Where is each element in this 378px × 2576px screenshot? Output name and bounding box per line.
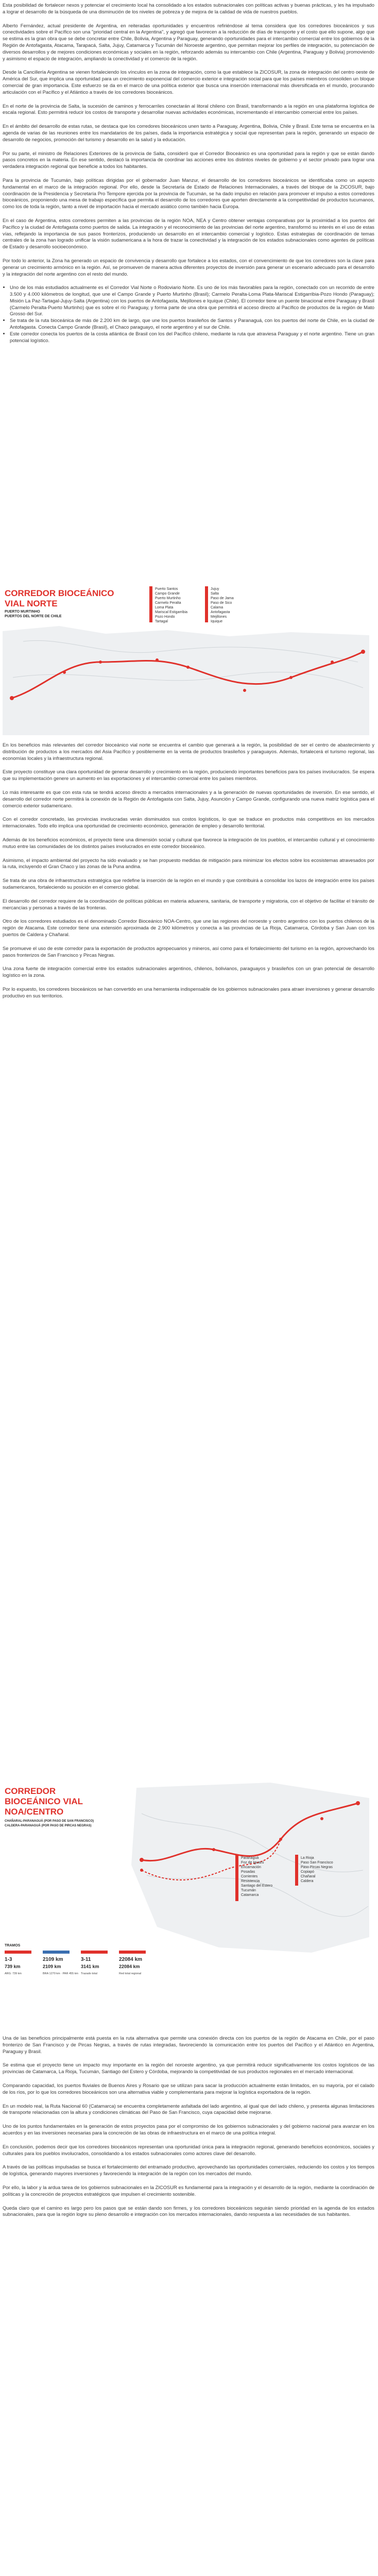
paragraph: Por ello, la labor y la ardua tarea de los gobiernos subnacionales en la ZICOSUR es fundamental para la integración y el desarrollo de la región, mediante la coordinación de políticas y la concreción de proyectos estratégicos que impulsen el crecimiento sostenible. <box>3 2184 374 2197</box>
legend-item: Caldera <box>301 1879 314 1883</box>
paragraph: En conclusión, podemos decir que los corredores bioceánicos representan una oportunidad única para la integración regional, generando beneficios económicos, sociales y culturales para los pueblos involucrados, consolidando a los estados subnacionales como actores clave del desarrollo. <box>3 2143 374 2156</box>
stat-km: 3141 km <box>81 1964 99 1969</box>
legend-item: La Rioja <box>301 1856 314 1860</box>
map-subtitle: CHAÑARAL-PARANAGUÁ (POR PASO DE SAN FRANCISCO) <box>5 1820 94 1823</box>
legend-item: Mariscal Estigarribia <box>155 611 188 614</box>
map-graphic <box>3 585 369 735</box>
legend-item: Paso Pircas Negras <box>301 1866 333 1869</box>
paragraph: Se trata de una obra de infraestructura estratégica que redefine la inserción de la región en el mundo y que contribuirá a consolidar los lazos de integración entre los países sudamericanos, fortaleciendo su posición en el comercio global. <box>3 877 374 890</box>
legend-item: Puerto Santos <box>155 587 178 591</box>
route-node <box>99 660 102 664</box>
stat-sub: Red total regional <box>119 1972 142 1975</box>
legend-item: Loma Plata <box>155 606 174 609</box>
paragraph: Se promueve el uso de este corredor para la exportación de productos agropecuarios y mineros, así como para el fortalecimiento del turismo en la región, aprovechando los pasos fronterizos de San Francisco y Pircas Negras. <box>3 945 374 958</box>
route-node <box>63 671 66 674</box>
legend-item: Posadas <box>241 1870 255 1874</box>
map-title-line3: NOA/CENTRO <box>5 1807 64 1817</box>
paragraph: Comparando capacidad, los puertos fluviales de Buenos Aires y Rosario que se utilizan para sacar la producción actualmente están limitados, en su mayoría, por el calado de los ríos, por lo que los corredores bioceánicos son una alternativa viable y complementaria para mejorar la logística exportadora de la región. <box>3 2082 374 2095</box>
legend-item: Santiago del Estero <box>241 1884 273 1888</box>
paragraph: Queda claro que el camino es largo pero los pasos que se están dando son firmes, y los corredores bioceánicos seguirán siendo prioridad en la agenda de los estados subnacionales, para que la región logre su pleno desarrollo e integración con los mercados internacionales, dando respuesta a las necesidades de sus habitantes. <box>3 2205 374 2217</box>
stat-number: 22084 km <box>119 1957 143 1962</box>
paragraph: Este proyecto constituye una clara oportunidad de generar desarrollo y crecimiento en la región, produciendo importantes beneficios para los países involucrados. Se espera que su implementación genere un aumento en las exportaciones y el intercambio comercial entre los países miembros. <box>3 769 374 782</box>
map-title-line1: CORREDOR BIOCEÁNICO <box>5 588 114 598</box>
route-node <box>140 1858 144 1862</box>
map-title-line2: BIOCEÁNICO VIAL <box>5 1797 83 1806</box>
article-section-b <box>3 742 374 1007</box>
route-node <box>279 1838 282 1841</box>
route-node <box>186 666 190 669</box>
map-graphic <box>3 1783 369 2029</box>
list-item: • Uno de los más estudiados actualmente es el Corredor Vial Norte o Rodoviario Norte. Es uno de los más favorables para la región, conectado con un recorrido de entre 3.500 y 4.000 kilómetros de longitud, que une el Campo Grande y Puerto Murtinho (Brasil); Carmelo Peralta-Loma Plata-Mariscal Estigarribia-Pozo Hondo (Paraguay); Misión La Paz-Tartagal-Jujuy-Salta (Argentina) con los puertos de Antofagasta, Mejillones e Iquique (Chile). El corredor tiene un puente binacional entre Paraguay y Brasil (Carmelo Peralta-Puerto Murtinho) que es sobre el río Paraguay, y forma parte de una obra que permitirá el acceso directo al Pacífico de productos de la región de Mato Grosso del Sur. <box>10 284 374 317</box>
stat-sub: Trazado total <box>81 1972 97 1975</box>
paragraph: Para la provincia de Tucumán, bajo políticas dirigidas por el gobernador Juan Manzur, el desarrollo de los corredores bioceánicos se identificaba como un aspecto fundamental en el marco de la integración regional. Por ello, desde la Secretaría de Estado de Relaciones Internacionales, a través del bloque de la ZICOSUR, bajo coordinación de la Presidencia y Secretaría Pro Tempore ejercida por la provincia de Tucumán, se ha dado impulso en relación para promover el impulso a estos corredores bioceánicos, proponiendo una mesa de trabajo específica que permita el desarrollo de los corredores que aporten directamente a la competitividad de productos tucumanos, como los de toda la región, tanto a nivel de importación hacia el mercado asiático como también hacia Europa. <box>3 177 374 210</box>
map-corredor-vial-norte <box>3 585 369 735</box>
paragraph: Además de los beneficios económicos, el proyecto tiene una dimensión social y cultural que favorece la integración de los pueblos, el intercambio cultural y el conocimiento mutuo entre las comunidades de los distintos países involucrados en este corredor bioceánico. <box>3 836 374 849</box>
paragraph: Otro de los corredores estudiados es el denominado Corredor Bioceánico NOA-Centro, que une las regiones del noroeste y centro argentino con los puertos chilenos de la región de Atacama. Este corredor tiene una extensión aproximada de 2.900 kilómetros y conecta a las provincias de La Rioja, Catamarca, Córdoba y San Juan con los puertos de Caldera y Chañaral. <box>3 918 374 937</box>
legend-item: Carmelo Peralta <box>155 601 181 605</box>
stat-sub: BRA 1270 km · PAR 455 km <box>43 1972 78 1975</box>
legend-item: Mejillones <box>211 615 227 619</box>
route-node <box>331 660 334 664</box>
tramos-label: TRAMOS <box>5 1944 21 1947</box>
paragraph: Por lo expuesto, los corredores bioceánicos se han convertido en una herramienta indispensable de los gobiernos subnacionales para atraer inversiones y generar desarrollo productivo en sus territorios. <box>3 986 374 998</box>
legend-item: Salta <box>211 592 219 596</box>
stat-number: 3-11 <box>81 1957 91 1962</box>
list-item: • Este corredor conecta los puertos de la costa atlántica de Brasil con los del Pacífico chileno, mediante la ruta que atraviesa Paraguay y el norte argentino. Tiene un gran potencial logístico. <box>10 331 374 344</box>
legend-bar <box>235 1855 238 1901</box>
stat-km: 22084 km <box>119 1964 140 1969</box>
paragraph: Se estima que el proyecto tiene un impacto muy importante en la región del noroeste argentino, ya que permitirá reducir significativamente los costos logísticos de las provincias de Catamarca, La Rioja, Tucumán, Santiago del Estero y Córdoba, mejorando la competitividad de sus productos regionales en el mercado internacional. <box>3 2062 374 2075</box>
stat-bar <box>119 1951 146 1954</box>
legend-item: Tucumán <box>241 1889 256 1892</box>
legend-item: Paso de Jama <box>211 597 234 600</box>
tramos-stats <box>5 1951 146 1975</box>
paragraph: Uno de los puntos fundamentales en la generación de estos proyectos pasa por el compromiso de los gobiernos subnacionales y del gobierno nacional para avanzar en los acuerdos y en las inversiones necesarias para la concreción de las obras de infraestructura en el marco de una política integral. <box>3 2123 374 2136</box>
route-node <box>140 1869 143 1872</box>
legend-item: Encarnación <box>241 1866 261 1869</box>
legend-item: Tartagal <box>155 620 168 623</box>
paragraph: Una de las beneficios principalmente está puesta en la ruta alternativa que permite una conexión directa con los puertos de la región de Atacama en Chile, por el paso fronterizo de San Francisco y de Pircas Negras, a través de rutas integradas, favoreciendo la comunicación entre los puertos del Pacífico y el Atlántico en Argentina, Paraguay y Brasil. <box>3 2035 374 2054</box>
legend-item: Pozo Hondo <box>155 615 175 619</box>
legend-bar <box>149 586 152 622</box>
legend-item: Campo Grande <box>155 592 180 596</box>
route-node <box>356 1801 360 1805</box>
legend-item: Jujuy <box>211 587 219 591</box>
paragraph: Desde la Cancillería Argentina se vienen fortaleciendo los vínculos en la zona de integración, como la que establece la ZICOSUR, la zona de integración del centro oeste de América del Sur, que implica una oportunidad para un crecimiento exponencial del comercio exterior e integración social para que los países miembros consoliden un bloque comercial de gran importancia. Este esfuerzo se da en el marco de una política exterior que busca una inserción internacional más diversificada en el mundo, procurando articulación con el Pacífico y el Atlántico a través de los corredores bioceánicos. <box>3 69 374 95</box>
route-node <box>320 1817 323 1820</box>
legend-item: Paranaguá <box>241 1856 259 1860</box>
stat-bar <box>43 1951 70 1954</box>
stat-sub: ARG: 739 km <box>5 1972 22 1975</box>
route-node <box>10 696 14 700</box>
list-item: • Se trata de la ruta bioceánica de más de 2.200 km de largo, que une los puertos brasileños de Santos y Paranaguá, con los puertos del norte de Chile, en la ciudad de Antofagasta. Conecta Campo Grande (Brasil), el Chaco paraguayo, el norte argentino y el sur de Chile. <box>10 317 374 331</box>
paragraph: En el norte de la provincia de Salta, la sucesión de caminos y ferrocarriles conectarán al litoral chileno con Brasil, transformando a la región en una plataforma logística de escala regional. Esto permitirá reducir los costos de transporte y desarrollar nuevas actividades económicas, incrementando el intercambio comercial entre los países. <box>3 103 374 115</box>
paragraph: Por todo lo anterior, la Zona ha generado un espacio de convivencia y desarrollo que fortalece a los estados, con el convencimiento de que los corredores son la clave para generar un crecimiento armónico en la región. Así, se promueven de manera activa diferentes proyectos de inversión para generar un escenario adecuado para el desarrollo y la integración del norte argentino con el resto del mundo. <box>3 257 374 277</box>
paragraph: Asimismo, el impacto ambiental del proyecto ha sido evaluado y se han propuesto medidas de mitigación para minimizar los efectos sobre los ecosistemas atravesados por la ruta, incluyendo el Gran Chaco y las zonas de la Puna andina. <box>3 857 374 870</box>
paragraph: En un modelo real, la Ruta Nacional 60 (Catamarca) se encuentra completamente asfaltada del lado argentino, al igual que del lado chileno, y presenta algunas limitaciones de transporte relacionadas con la altura y condiciones climáticas del Paso de San Francisco, cuya capacidad debe mejorarse. <box>3 2103 374 2115</box>
legend-item: Chañaral <box>301 1875 316 1878</box>
paragraph: Alberto Fernández, actual presidente de Argentina, en reiteradas oportunidades y encuentros refiriéndose al tema considera que los corredores bioceánicos y sus conectividades sobre el Pacífico son una "prioridad central en la Argentina", y agregó que favorecen a la reducción de días de transporte y el costo que ello supone, algo que se estima es la gran obra que se debe concretar entre Chile, Bolivia, Argentina y Paraguay, generando oportunidades para el intercambio comercial entre los gobiernos de la Región de Antofagasta, Atacama, Tarapacá, Salta, Jujuy, Catamarca y Tucumán del Noroeste argentino, que permitan mejorar los perfiles de integración, su potenciación de diversos desarrollos y de mejores condiciones económicas y sociales en la región, reforzando además su intercambio con Chile (Argentina, Paraguay y Bolivia) promoviendo y asimismo el espacio de integración, ampliando la conectividad y el comercio de la región. <box>3 22 374 61</box>
paragraph: En el caso de Argentina, estos corredores permiten a las provincias de la región NOA, NEA y Centro obtener ventajas comparativas por la proximidad a los puertos del Pacífico y la ciudad de Antofagasta como puertos de salida. La integración y el reconocimiento de las provincias del norte argentino, transformó su interés en el uso de estas vías, reflejando la importancia de sus pasos fronterizos, produciendo un desarrollo en el intercambio comercial y logístico. Estas estrategias de coordinación de temas centrales de la zona han logrado unificar la visión sudamericana a la hora de trazar la conectividad y la integración de los estados subnacionales como agentes de políticas de Estado y desarrollo socioeconómico. <box>3 217 374 250</box>
stat-bar <box>81 1951 108 1954</box>
paragraph: Esta posibilidad de fortalecer nexos y potenciar el crecimiento local ha consolidado a los estados subnacionales con políticas activas y buenas prácticas, y les ha impulsado a lograr el desarrollo de la búsqueda de una disminución de los niveles de pobreza y de mejora de la calidad de vida de nuestros pueblos. <box>3 2 374 14</box>
stat-number: 1-3 <box>5 1957 12 1962</box>
legend-item: Catamarca <box>241 1893 259 1897</box>
map-legend <box>149 586 234 623</box>
legend-bar <box>295 1855 298 1886</box>
route-node <box>212 1848 215 1851</box>
paragraph: Con el corredor concretado, las provincias involucradas verán disminuidos sus costos logísticos, lo que se traduce en productos más competitivos en los mercados internacionales. Todo ello implica una oportunidad de crecimiento económico, generación de empleo y desarrollo territorial. <box>3 816 374 829</box>
route-node <box>243 689 246 692</box>
route-node <box>156 658 159 662</box>
stat-bar <box>5 1951 31 1954</box>
legend-item: Calama <box>211 606 224 609</box>
stat-km: 739 km <box>5 1964 21 1969</box>
paragraph: En los beneficios más relevantes del corredor bioceánico vial norte se encuentra el cambio que generará a la región, la posibilidad de ser el centro de abastecimiento y distribución de productos a los mercados del Asia Pacífico y posiblemente en la venta de productos brasileños y paraguayos. Además, fortalecerá el turismo regional, las economías locales y la infraestructura regional. <box>3 742 374 761</box>
bullet-list <box>3 284 374 344</box>
paragraph: Lo más interesante es que con esta ruta se tendrá acceso directo a mercados internacionales y a la generación de nuevas oportunidades de inversión. En ese sentido, el desarrollo del corredor norte permitirá la conexión de la Región de Antofagasta con Salta, Jujuy, Asunción y Campo Grande, configurando una nueva matriz logística para el comercio exterior sudamericano. <box>3 789 374 808</box>
map-title-line2: VIAL NORTE <box>5 599 58 608</box>
legend-item: Corrientes <box>241 1875 258 1878</box>
legend-item: Paso de Sico <box>211 601 232 605</box>
legend-item: Iquique <box>211 620 222 623</box>
legend-item: Antofagasta <box>211 611 230 614</box>
stat-km: 2109 km <box>43 1964 61 1969</box>
map-subtitle2: PUERTOS DEL NORTE DE CHILE <box>5 615 62 618</box>
paragraph: Una zona fuerte de integración comercial entre los estados subnacionales argentinos, chilenos, bolivianos, paraguayos y brasileños con un gran potencial de desarrollo logístico en la zona. <box>3 965 374 978</box>
map-subtitle2: CALDERA-PARANAGUÁ (POR PASO DE PIRCAS NEGRAS) <box>5 1824 92 1827</box>
legend-item: Copiapó <box>301 1870 315 1874</box>
map-corredor-noa-centro <box>3 1783 369 2029</box>
legend-item: Paso San Francisco <box>301 1861 333 1865</box>
paragraph: En el ámbito del desarrollo de estas rutas, se destaca que los corredores bioceánicos unen tanto a Paraguay, Argentina, Bolivia, Chile y Brasil. Este tema se encuentra en la agenda de varias de las reuniones entre los mandatarios de los países, dada la importancia estratégica y social que representan para la región, generando un espacio de desarrollo de negocios, promoción del turismo y desarrollo en la salud y la educación. <box>3 123 374 142</box>
stat-number: 2109 km <box>43 1957 63 1962</box>
legend-item: Resistencia <box>241 1879 260 1883</box>
article-section-a <box>3 2 374 351</box>
route-node <box>289 676 293 679</box>
legend-bar <box>205 586 208 622</box>
legend-item: Puerto Murtinho <box>155 597 181 600</box>
map-title-line1: CORREDOR <box>5 1786 56 1796</box>
paragraph: A través de las políticas impulsadas se busca el fortalecimiento del entramado productivo, aprovechando las oportunidades comerciales, reduciendo los costos y los tiempos de logística, generando mayores inversiones y favoreciendo la integración de la región con los mercados del mundo. <box>3 2164 374 2177</box>
legend-item: Foz de Iguazú <box>241 1861 264 1865</box>
article-section-c <box>3 2035 374 2225</box>
paragraph: El desarrollo del corredor requiere de la coordinación de políticas públicas en materia aduanera, sanitaria, de transporte y migratoria, con el objetivo de facilitar el tránsito de mercancías y personas a través de las fronteras. <box>3 897 374 910</box>
route-node <box>361 650 365 654</box>
paragraph: Por su parte, el ministro de Relaciones Exteriores de la provincia de Salta, consideró que el Corredor Bioceánico es una oportunidad para la región y que se están dando pasos concretos en la materia. En ese sentido, destacó la importancia de coordinar las acciones entre los distintos niveles de gobierno y el sector privado para lograr una verdadera integración regional que beneficie a todos los habitantes. <box>3 150 374 170</box>
map-subtitle: PUERTO MURTINHO <box>5 610 40 614</box>
